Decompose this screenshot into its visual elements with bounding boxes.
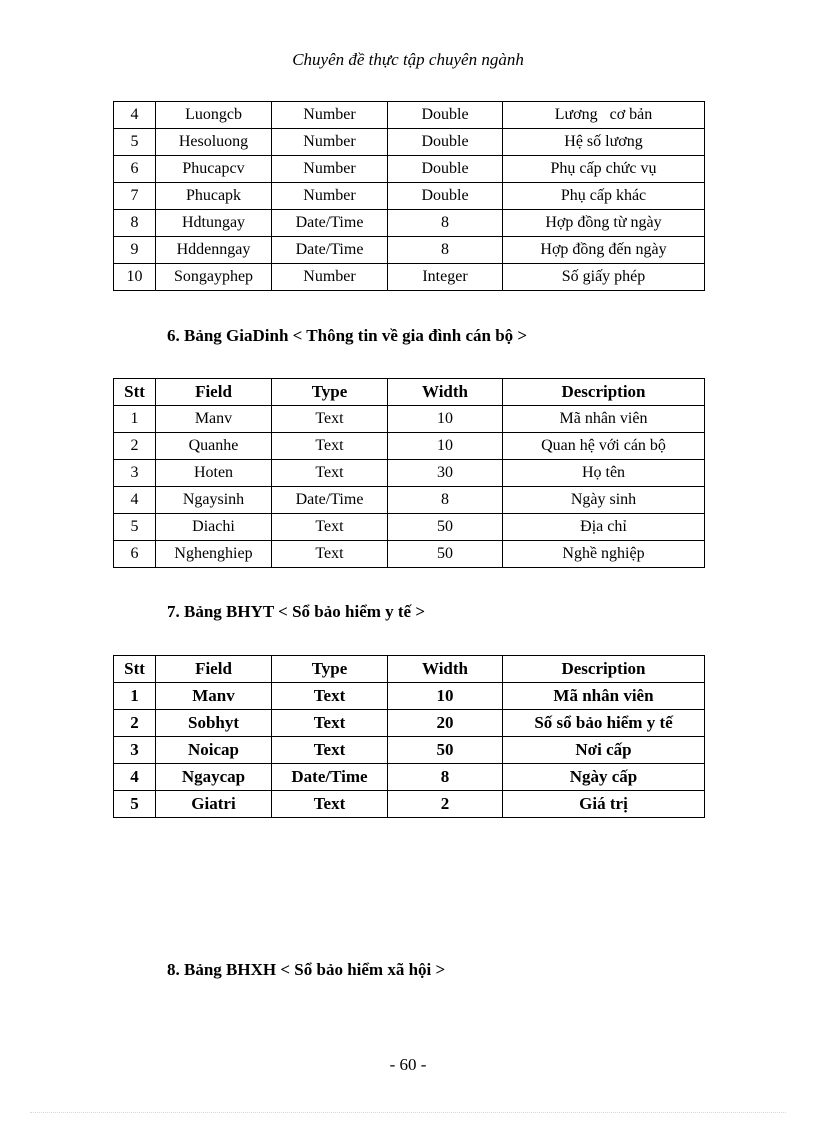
cell-description: Địa chỉ	[503, 514, 705, 541]
cell-width: Double	[388, 129, 503, 156]
cell-stt: 5	[114, 129, 156, 156]
cell-width: 20	[388, 710, 503, 737]
table-row	[114, 541, 705, 568]
table-row	[114, 183, 705, 210]
cell-field: Nghenghiep	[156, 541, 272, 568]
cell-description: Nghề nghiệp	[503, 541, 705, 568]
cell-width: 8	[388, 237, 503, 264]
column-header: Stt	[114, 379, 156, 406]
cell-width: Double	[388, 183, 503, 210]
cell-stt: 10	[114, 264, 156, 291]
cell-stt: 3	[114, 460, 156, 487]
cell-description: Họ tên	[503, 460, 705, 487]
column-header: Description	[503, 656, 705, 683]
cell-stt: 1	[114, 406, 156, 433]
cell-width: Integer	[388, 264, 503, 291]
table-row	[114, 737, 705, 764]
cell-type: Text	[272, 514, 388, 541]
cell-width: 10	[388, 433, 503, 460]
table-row	[114, 210, 705, 237]
cell-description: Số sổ bảo hiểm y tế	[503, 710, 705, 737]
cell-description: Mã nhân viên	[503, 683, 705, 710]
cell-type: Text	[272, 433, 388, 460]
cell-description: Ngày sinh	[503, 487, 705, 514]
table-header-row	[114, 656, 705, 683]
table-row	[114, 264, 705, 291]
cell-width: 8	[388, 210, 503, 237]
cell-field: Giatri	[156, 791, 272, 818]
table-row	[114, 237, 705, 264]
cell-description: Phụ cấp chức vụ	[503, 156, 705, 183]
cell-description: Giá trị	[503, 791, 705, 818]
cell-stt: 7	[114, 183, 156, 210]
table-row	[114, 683, 705, 710]
cell-type: Date/Time	[272, 764, 388, 791]
cell-type: Date/Time	[272, 487, 388, 514]
cell-field: Phucapk	[156, 183, 272, 210]
cell-description: Phụ cấp khác	[503, 183, 705, 210]
cell-field: Phucapcv	[156, 156, 272, 183]
cell-stt: 4	[114, 102, 156, 129]
cell-type: Number	[272, 183, 388, 210]
running-header: Chuyên đề thực tập chuyên ngành	[292, 50, 524, 69]
table-bhyt	[113, 655, 705, 818]
column-header: Type	[272, 379, 388, 406]
cell-field: Hoten	[156, 460, 272, 487]
cell-type: Text	[272, 683, 388, 710]
column-header: Field	[156, 656, 272, 683]
cell-stt: 6	[114, 156, 156, 183]
cell-stt: 9	[114, 237, 156, 264]
cell-description: Hợp đồng đến ngày	[503, 237, 705, 264]
cell-stt: 5	[114, 791, 156, 818]
cell-description: Số giấy phép	[503, 264, 705, 291]
cell-width: Double	[388, 156, 503, 183]
column-header: Width	[388, 656, 503, 683]
table-row	[114, 156, 705, 183]
cell-field: Songayphep	[156, 264, 272, 291]
cell-field: Hddenngay	[156, 237, 272, 264]
table-row	[114, 764, 705, 791]
cell-stt: 4	[114, 487, 156, 514]
cell-stt: 3	[114, 737, 156, 764]
cell-width: 8	[388, 487, 503, 514]
cell-field: Noicap	[156, 737, 272, 764]
cell-description: Ngày cấp	[503, 764, 705, 791]
footer-divider	[30, 1112, 786, 1113]
table-giadinh	[113, 378, 705, 568]
cell-width: 10	[388, 683, 503, 710]
cell-width: 50	[388, 737, 503, 764]
cell-type: Text	[272, 460, 388, 487]
cell-description: Hệ số lương	[503, 129, 705, 156]
cell-field: Ngaysinh	[156, 487, 272, 514]
cell-type: Date/Time	[272, 237, 388, 264]
cell-type: Text	[272, 791, 388, 818]
cell-field: Diachi	[156, 514, 272, 541]
column-header: Stt	[114, 656, 156, 683]
table-row	[114, 102, 705, 129]
cell-field: Sobhyt	[156, 710, 272, 737]
cell-stt: 8	[114, 210, 156, 237]
cell-stt: 5	[114, 514, 156, 541]
table-row	[114, 791, 705, 818]
cell-field: Hdtungay	[156, 210, 272, 237]
cell-width: 30	[388, 460, 503, 487]
table-row	[114, 514, 705, 541]
cell-stt: 6	[114, 541, 156, 568]
table-row	[114, 710, 705, 737]
page-number: - 60 -	[389, 1055, 427, 1074]
cell-type: Number	[272, 156, 388, 183]
cell-stt: 4	[114, 764, 156, 791]
cell-type: Text	[272, 406, 388, 433]
table-continuation	[113, 101, 705, 291]
section-7-title: 7. Bảng BHYT < Sổ bảo hiểm y tế >	[167, 602, 426, 621]
cell-type: Number	[272, 129, 388, 156]
cell-description: Nơi cấp	[503, 737, 705, 764]
table-row	[114, 433, 705, 460]
cell-width: 2	[388, 791, 503, 818]
cell-type: Text	[272, 737, 388, 764]
cell-type: Number	[272, 102, 388, 129]
table-row	[114, 487, 705, 514]
cell-field: Luongcb	[156, 102, 272, 129]
cell-type: Text	[272, 710, 388, 737]
cell-type: Text	[272, 541, 388, 568]
column-header: Description	[503, 379, 705, 406]
cell-description: Quan hệ với cán bộ	[503, 433, 705, 460]
cell-field: Ngaycap	[156, 764, 272, 791]
cell-field: Manv	[156, 406, 272, 433]
table-row	[114, 406, 705, 433]
cell-stt: 2	[114, 710, 156, 737]
table-row	[114, 129, 705, 156]
table-row	[114, 460, 705, 487]
cell-field: Hesoluong	[156, 129, 272, 156]
cell-description: Mã nhân viên	[503, 406, 705, 433]
cell-width: Double	[388, 102, 503, 129]
cell-stt: 1	[114, 683, 156, 710]
cell-width: 50	[388, 514, 503, 541]
cell-description: Hợp đồng từ ngày	[503, 210, 705, 237]
cell-type: Date/Time	[272, 210, 388, 237]
table-header-row	[114, 379, 705, 406]
column-header: Width	[388, 379, 503, 406]
cell-width: 8	[388, 764, 503, 791]
cell-stt: 2	[114, 433, 156, 460]
section-6-title: 6. Bảng GiaDinh < Thông tin về gia đình cán bộ >	[167, 326, 528, 345]
cell-width: 10	[388, 406, 503, 433]
column-header: Field	[156, 379, 272, 406]
cell-type: Number	[272, 264, 388, 291]
cell-width: 50	[388, 541, 503, 568]
column-header: Type	[272, 656, 388, 683]
cell-description: Lương cơ bản	[503, 102, 705, 129]
cell-field: Quanhe	[156, 433, 272, 460]
cell-field: Manv	[156, 683, 272, 710]
section-8-title: 8. Bảng BHXH < Sổ bảo hiểm xã hội >	[167, 960, 446, 979]
